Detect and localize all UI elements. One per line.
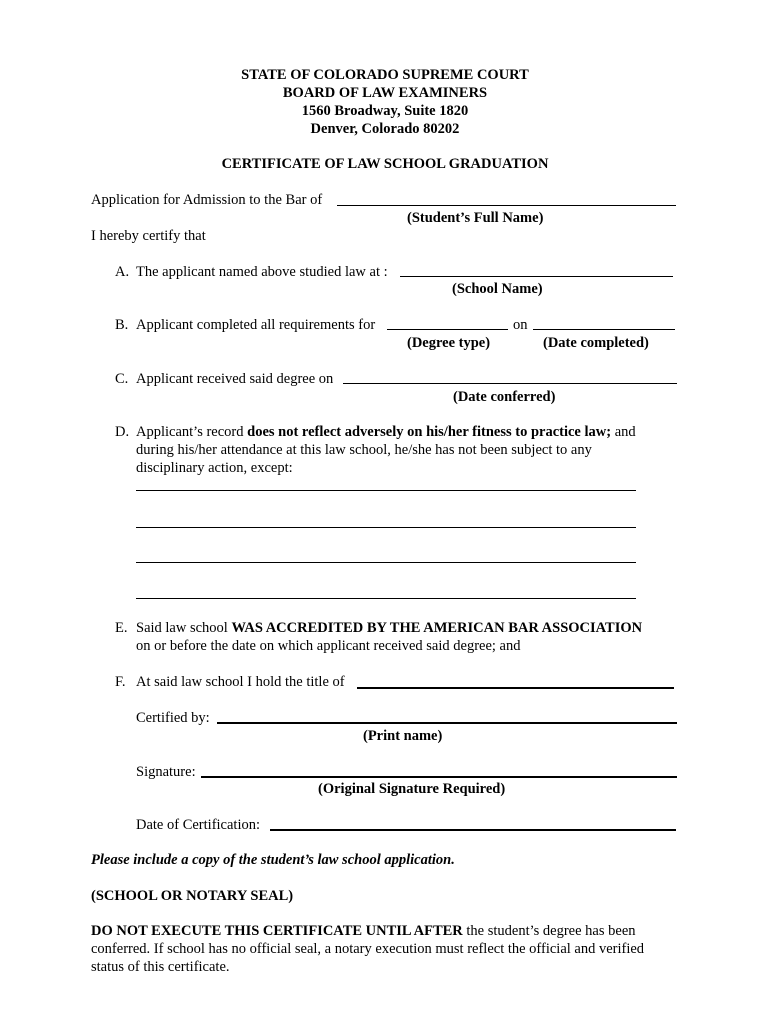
degree-type-field[interactable]: [387, 329, 508, 330]
signature-label: Signature:: [136, 764, 196, 780]
item-d-pre: Applicant’s record: [136, 424, 244, 440]
signature-field[interactable]: [201, 776, 677, 778]
footer-line3: status of this certificate.: [91, 959, 230, 975]
footer-warning: DO NOT EXECUTE THIS CERTIFICATE UNTIL AFTER: [91, 923, 463, 939]
item-d-line3: disciplinary action, except:: [136, 460, 293, 476]
school-name-field[interactable]: [400, 276, 673, 277]
print-name-caption: (Print name): [363, 728, 443, 744]
exception-line-2[interactable]: [136, 527, 636, 528]
item-d-line2: during his/her attendance at this law school, he/she has not been subject to any: [136, 442, 592, 458]
certified-by-field[interactable]: [217, 722, 677, 724]
seal-label: (SCHOOL OR NOTARY SEAL): [91, 888, 294, 904]
student-name-caption: (Student’s Full Name): [407, 210, 544, 226]
school-name-caption: (School Name): [452, 281, 543, 297]
document-title: CERTIFICATE OF LAW SCHOOL GRADUATION: [221, 156, 549, 172]
exception-line-3[interactable]: [136, 562, 636, 563]
exception-line-1[interactable]: [136, 490, 636, 491]
student-name-field[interactable]: [337, 205, 676, 206]
item-e-pre: Said law school: [136, 620, 228, 636]
application-label: Application for Admission to the Bar of: [91, 192, 323, 208]
item-e-line1: [136, 619, 642, 637]
date-conferred-caption: (Date conferred): [453, 389, 556, 405]
item-e-marker: E.: [115, 620, 128, 636]
date-conferred-field[interactable]: [343, 383, 677, 384]
item-a-label: The applicant named above studied law at :: [136, 264, 388, 280]
degree-type-caption: (Degree type): [407, 335, 491, 351]
certify-text: I hereby certify that: [91, 228, 206, 244]
header-city: Denver, Colorado 80202: [310, 121, 460, 137]
footer-line1: [91, 922, 636, 940]
item-d-bold: does not reflect adversely on his/her fitness to practice law;: [247, 424, 612, 440]
item-a-marker: A.: [115, 264, 130, 280]
date-certification-label: Date of Certification:: [136, 817, 261, 833]
item-e-line2: on or before the date on which applicant received said degree; and: [136, 638, 521, 654]
item-b-on: on: [513, 317, 528, 333]
item-d-marker: D.: [115, 424, 130, 440]
date-completed-field[interactable]: [533, 329, 675, 330]
item-b-marker: B.: [115, 317, 129, 333]
footer-rest1: the student’s degree has been: [466, 923, 636, 939]
item-c-label: Applicant received said degree on: [136, 371, 334, 387]
item-c-marker: C.: [115, 371, 129, 387]
header-address: 1560 Broadway, Suite 1820: [301, 103, 469, 119]
certified-by-label: Certified by:: [136, 710, 210, 726]
application-copy-note: Please include a copy of the student’s law school application.: [91, 852, 455, 868]
item-f-label: At said law school I hold the title of: [136, 674, 345, 690]
item-d-line1: [136, 423, 636, 441]
item-d-post: and: [614, 424, 636, 440]
title-field[interactable]: [357, 687, 674, 689]
date-certification-field[interactable]: [270, 829, 676, 831]
signature-caption: (Original Signature Required): [318, 781, 506, 797]
item-e-bold: WAS ACCREDITED BY THE AMERICAN BAR ASSOCIATION: [231, 620, 643, 636]
item-b-label: Applicant completed all requirements for: [136, 317, 376, 333]
item-f-marker: F.: [115, 674, 126, 690]
exception-line-4[interactable]: [136, 598, 636, 599]
footer-line2: conferred. If school has no official seal, a notary execution must reflect the official and verified: [91, 941, 645, 957]
date-completed-caption: (Date completed): [543, 335, 649, 351]
header-court: STATE OF COLORADO SUPREME COURT: [241, 67, 529, 83]
header-board: BOARD OF LAW EXAMINERS: [282, 85, 488, 101]
